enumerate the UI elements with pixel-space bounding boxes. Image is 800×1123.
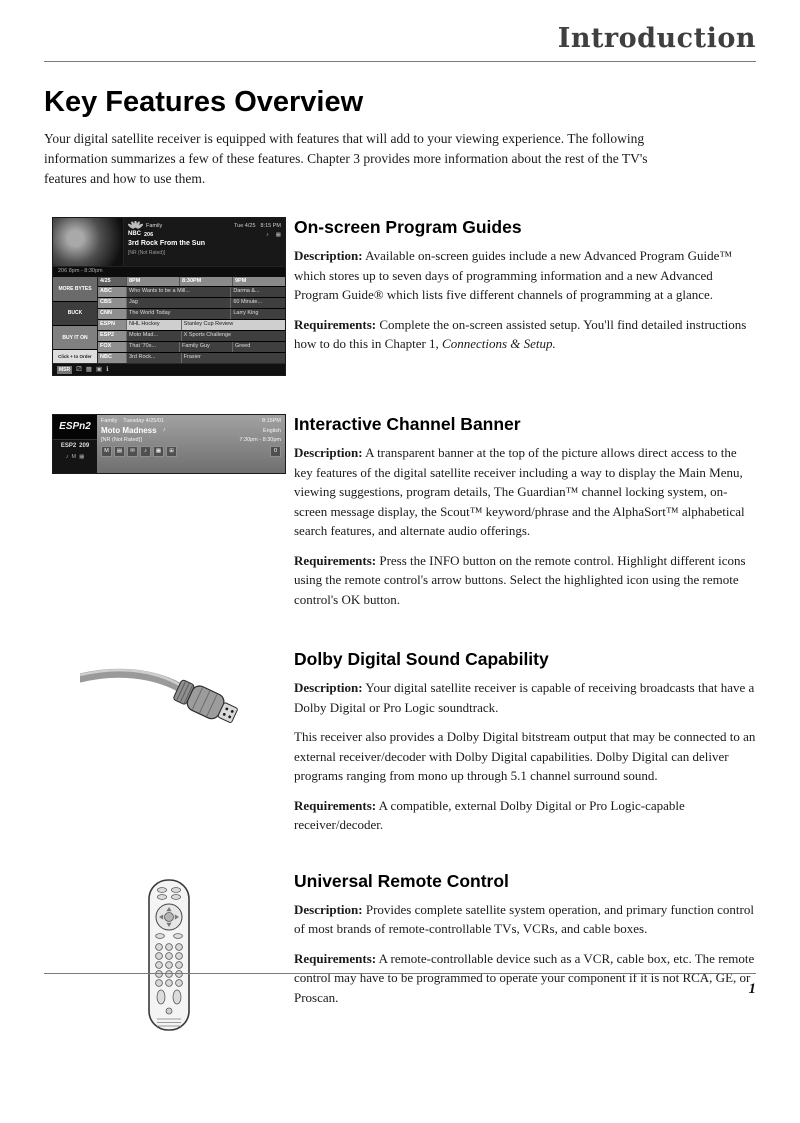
ad-order-tile: Click + to Order <box>53 350 97 363</box>
guide-program-cell: NHL Hockey <box>126 320 181 330</box>
guide-program-cell: X Sports Challenge <box>181 331 285 341</box>
section2-content <box>294 414 756 619</box>
guide-row <box>98 352 285 363</box>
description-label: Description: <box>294 680 363 696</box>
guide-bottom-bar <box>53 363 285 375</box>
section4-content <box>294 871 756 1033</box>
banner-family-label: Family <box>101 418 118 425</box>
guide-row <box>98 330 285 341</box>
guide-program-cell: 3rd Rock... <box>126 353 181 363</box>
guide-program-cell: Frasier <box>181 353 285 363</box>
zero-icon: 0 <box>270 446 281 457</box>
audio-icon: ♪ <box>140 446 151 457</box>
grid-icon: ▦ <box>85 365 92 373</box>
grid-icon: ▦ <box>79 453 85 460</box>
guide-date-cell: 4/25 <box>98 277 126 286</box>
section3-media <box>44 649 294 845</box>
guide-program-cell: Greed <box>232 342 285 352</box>
section-remote-control <box>44 871 756 1033</box>
guide-program-cell: Darma &... <box>230 287 285 297</box>
promo-photo <box>53 218 124 266</box>
guide-network: NBC <box>128 231 141 238</box>
banner-left-column <box>53 415 97 473</box>
section2-media <box>44 414 294 619</box>
guide-program-cell: Who Wants to be a Mill... <box>126 287 230 297</box>
page-title: Key Features Overview <box>44 85 364 118</box>
guide-family-label: Family <box>146 222 163 229</box>
requirements-paragraph: Requirements: Press the INFO button on the remote control. Highlight different icons using the remote control's arrow buttons. Select the highlighted icon using the remote control's OK button. <box>294 552 746 607</box>
description-paragraph: Description: A transparent banner at the top of the picture allows direct access to the key features of the digital satellite receiver including a way to display the Main Menu, viewing suggestions, program details, The Guardian™ channel locking system, on-screen message display, the Scout™ keyword/phrase and the AlphaSort™ alphabetical search features, and alternate audio offerings. <box>294 445 745 539</box>
description-label: Description: <box>294 248 363 264</box>
guide-program-cell: Moto Mad... <box>126 331 181 341</box>
guide-row <box>98 308 285 319</box>
header-rule <box>44 61 756 62</box>
guide-program-cell: Jag <box>126 298 230 308</box>
description-paragraph: Description: Provides complete satellite system operation, and primary function control of most brands of remote-controllable TVs, VCRs, and cable boxes. <box>294 901 754 937</box>
remote-control-illustration <box>140 877 198 1033</box>
section4-media <box>44 871 294 1033</box>
speaker-icon: ♪ <box>266 231 269 238</box>
requirements-label: Requirements: <box>294 950 377 966</box>
guide-date: Tue 4/25 <box>234 222 256 229</box>
mail-icon: ✉ <box>127 446 138 457</box>
speaker-icon: ♪ <box>162 427 166 434</box>
page-footer <box>44 973 756 998</box>
ad-tile: BUCK <box>53 302 97 325</box>
guide-program-cell: The World Today <box>126 309 230 319</box>
guide-icon: ⊞ <box>166 446 177 457</box>
guide-channel-cell: ESPN <box>98 320 126 330</box>
grid-icon: ▦ <box>153 446 164 457</box>
guide-program-title: 3rd Rock From the Sun <box>128 239 206 247</box>
section-heading: On-screen Program Guides <box>294 217 522 238</box>
banner-icon-strip <box>101 446 281 457</box>
section-heading: Interactive Channel Banner <box>294 414 521 435</box>
description-paragraph2: This receiver also provides a Dolby Digital bitstream output that may be connected to an external receiver/decoder with Dolby Digital capabilities. Dolby Digital can deliver programs ranging from mono up through 5.1 channel surround sound. <box>294 729 756 784</box>
guide-grid-area <box>53 277 285 363</box>
banner-program-title: Moto Madness <box>101 426 157 436</box>
requirements-label: Requirements: <box>294 316 377 332</box>
description-paragraph: Description: Available on-screen guides include a new Advanced Program Guide™ which stores up to seven days of programming information and a new Advanced Program Guide® which lists five different channels of programming at a glance. <box>294 248 733 303</box>
section-program-guides <box>44 217 756 376</box>
guide-channel-cell: FOX <box>98 342 126 352</box>
ad-tile: MORE BYTES <box>53 277 97 300</box>
page-number: 1 <box>748 981 756 997</box>
requirements-paragraph: Requirements: A remote-controllable device such as a VCR, cable box, etc. The remote control may have to be programmed to operate your component if it is not RCA, GE, or Proscan. <box>294 950 755 1005</box>
description-paragraph: Description: Your digital satellite receiver is capable of receiving broadcasts that have a Dolby Digital or Pro Logic soundtrack. <box>294 680 755 715</box>
guide-program-cell: Stanley Cup Review <box>181 320 285 330</box>
banner-channel-label: ESP2 <box>60 443 77 450</box>
banner-channel-number: 209 <box>79 443 90 450</box>
msr-badge: MSR <box>59 366 71 373</box>
banner-rating: [NR (Not Rated)] <box>101 436 142 443</box>
guide-row <box>98 297 285 308</box>
guide-program-cell: Larry King <box>230 309 285 319</box>
guide-channel-cell: CNN <box>98 309 126 319</box>
ad-tile: BUY IT ON <box>53 326 97 349</box>
guide-channel-cell: ESP2 <box>98 331 126 341</box>
requirements-label: Requirements: <box>294 552 377 568</box>
section1-media <box>44 217 294 376</box>
guide-time-cell: 8PM <box>126 277 179 286</box>
section3-content <box>294 649 756 845</box>
guide-program-cell: 60 Minute... <box>230 298 285 308</box>
description-label: Description: <box>294 901 363 917</box>
guide-channel-cell: ABC <box>98 287 126 297</box>
guide-program-cell: That '70s... <box>126 342 179 352</box>
list-icon: ▤ <box>114 446 125 457</box>
guide-time-cell: 8:30PM <box>179 277 232 286</box>
intro-paragraph: Your digital satellite receiver is equipped with features that will add to your viewing experience. The following information summarizes a few of these features. Chapter 3 provides more information about the rest of the TV's features and how to use them. <box>44 130 648 187</box>
guide-channel-number: 206 <box>144 231 154 238</box>
section1-content <box>294 217 756 376</box>
guide-clock: 8:15 PM <box>260 222 281 229</box>
av-cable-illustration <box>80 663 258 737</box>
banner-clock: 8:15PM <box>262 418 281 425</box>
chapter-title: Introduction <box>557 23 756 54</box>
requirements-paragraph: Requirements: Complete the on-screen assisted setup. You'll find detailed instructions how to do this in Chapter 1, Connections & Setup. <box>294 316 747 352</box>
requirements-paragraph: Requirements: A compatible, external Dolby Digital or Pro Logic-capable receiver/decoder. <box>294 797 685 833</box>
screen-icon: ▣ <box>95 365 103 373</box>
speaker-icon: ♪ <box>65 453 69 460</box>
banner-main-area <box>97 415 285 473</box>
section-channel-banner <box>44 414 756 619</box>
banner-timeslot: 7:30pm - 8:30pm <box>239 436 281 443</box>
guide-timeslot: 206 8pm - 8:30pm <box>53 266 285 277</box>
grid-icon: ▦ <box>275 231 281 238</box>
program-guide-image <box>52 217 286 376</box>
info-icon: ℹ <box>106 365 109 373</box>
guide-time-cell: 9PM <box>232 277 285 286</box>
guide-channel-cell: CBS <box>98 298 126 308</box>
section-heading: Dolby Digital Sound Capability <box>294 649 549 670</box>
guide-info-banner <box>124 218 285 266</box>
message-icon: M <box>101 446 112 457</box>
channel-banner-image <box>52 414 286 474</box>
banner-language: English <box>262 427 281 434</box>
section-dolby-digital <box>44 649 756 845</box>
nbc-peacock-icon <box>128 221 143 230</box>
dice-icon: ⚂ <box>76 365 82 373</box>
guide-row <box>98 286 285 297</box>
message-icon: M <box>71 453 77 460</box>
guide-row-highlighted <box>98 319 285 330</box>
italic-reference: Connections & Setup. <box>442 336 556 352</box>
espn2-logo: ESPn2 <box>53 415 97 440</box>
banner-date: Tuesday 4/25/01 <box>123 418 164 425</box>
guide-timebar <box>98 277 285 286</box>
guide-row <box>98 341 285 352</box>
guide-listings-grid <box>97 277 285 363</box>
requirements-label: Requirements: <box>294 797 377 813</box>
guide-rating: [NR (Not Rated)] <box>128 249 166 256</box>
guide-top-banner <box>53 218 285 266</box>
description-label: Description: <box>294 445 363 461</box>
guide-program-cell: Family Guy <box>179 342 232 352</box>
guide-ad-column <box>53 277 97 363</box>
section-heading: Universal Remote Control <box>294 870 509 891</box>
guide-channel-cell: NBC <box>98 353 126 363</box>
